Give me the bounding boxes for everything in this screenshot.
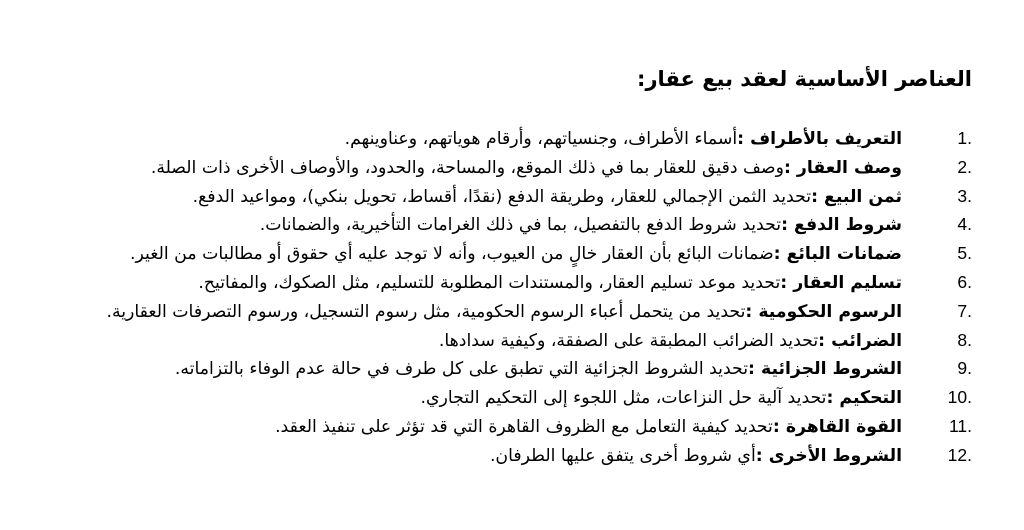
- item-content: [198, 269, 910, 298]
- item-content: [193, 183, 910, 212]
- item-number: 10.: [947, 387, 972, 408]
- item-separator: :: [773, 244, 787, 265]
- item-description: تحديد الثمن الإجمالي للعقار، وطريقة الدفع (نقدًا، أقساط، تحويل بنكي)، ومواعيد الدفع.: [192, 186, 812, 207]
- item-content: [175, 355, 910, 384]
- item-number: 5.: [957, 243, 972, 264]
- item-number: 7.: [957, 300, 972, 321]
- item-separator: :: [826, 388, 840, 409]
- list-item: [20, 124, 972, 153]
- item-term: الضرائب: [831, 330, 902, 351]
- list-item: [20, 441, 972, 470]
- item-content: [439, 327, 910, 356]
- item-content: [151, 154, 910, 183]
- list-item: [20, 412, 972, 441]
- item-separator: :: [755, 445, 769, 466]
- item-description: أي شروط أخرى يتفق عليها الطرفان.: [489, 445, 756, 466]
- list-item: [20, 239, 972, 268]
- item-description: تحديد من يتحمل أعباء الرسوم الحكومية، مثل رسوم التسجيل، ورسوم التصرفات العقارية.: [106, 301, 746, 322]
- item-separator: :: [772, 416, 786, 437]
- item-separator: :: [818, 330, 832, 351]
- item-content: [106, 298, 910, 327]
- list-item: [20, 210, 972, 239]
- list-item: [20, 268, 972, 297]
- item-description: ضمانات البائع بأن العقار خالٍ من العيوب، وأنه لا توجد عليه أي حقوق أو مطالبات من الغير.: [130, 244, 774, 265]
- item-content: [130, 240, 910, 269]
- item-separator: :: [811, 186, 825, 207]
- item-term: القوة القاهرة: [785, 416, 902, 437]
- item-content: [420, 384, 910, 413]
- item-number: 6.: [957, 271, 972, 292]
- item-term: الشروط الأخرى: [768, 445, 902, 466]
- item-number: 12.: [947, 444, 972, 465]
- item-content: [275, 413, 910, 442]
- item-term: التحكيم: [839, 388, 902, 409]
- item-description: تحديد الضرائب المطبقة على الصفقة، وكيفية سدادها.: [438, 330, 819, 351]
- item-description: تحديد شروط الدفع بالتفصيل، بما في ذلك الغرامات التأخيرية، والضمانات.: [259, 215, 782, 236]
- item-number: 11.: [948, 415, 972, 436]
- list-item: [20, 326, 972, 355]
- item-separator: :: [783, 157, 797, 178]
- item-number: 2.: [957, 156, 972, 177]
- item-number: 1.: [957, 128, 972, 148]
- list-item: [20, 297, 972, 326]
- list-item: [20, 383, 972, 412]
- item-description: تحديد موعد تسليم العقار، والمستندات المطلوبة للتسليم، مثل الصكوك، والمفاتيح.: [198, 272, 781, 293]
- item-number: 9.: [957, 358, 972, 379]
- item-description: وصف دقيق للعقار بما في ذلك الموقع، والمساحة، والحدود، والأوصاف الأخرى ذات الصلة.: [150, 157, 784, 178]
- item-number: 8.: [957, 329, 972, 350]
- item-separator: :: [781, 215, 795, 236]
- item-content: [490, 442, 910, 471]
- item-number: 3.: [957, 185, 972, 206]
- item-content: [345, 125, 910, 154]
- list-item: [20, 182, 972, 211]
- item-term: ثمن البيع: [824, 186, 902, 207]
- elements-list: [20, 124, 972, 470]
- item-term: ضمانات البائع: [786, 244, 902, 265]
- item-separator: :: [745, 301, 759, 322]
- list-item: [20, 153, 972, 182]
- document-title: العناصر الأساسية لعقد بيع عقار:: [637, 67, 972, 91]
- item-description: تحديد كيفية التعامل مع الظروف القاهرة التي قد تؤثر على تنفيذ العقد.: [275, 416, 773, 437]
- item-number: 4.: [957, 214, 972, 235]
- item-description: أسماء الأطراف، وجنسياتهم، وأرقام هوياتهم، وعناوينهم.: [344, 129, 738, 149]
- item-term: وصف العقار: [796, 157, 902, 178]
- item-separator: :: [737, 129, 751, 149]
- item-separator: :: [780, 272, 794, 293]
- item-separator: :: [748, 359, 761, 380]
- list-item: [20, 354, 972, 383]
- item-term: التعريف بالأطراف: [750, 129, 902, 149]
- item-content: [260, 211, 910, 240]
- item-term: شروط الدفع: [794, 215, 902, 236]
- item-term: الشروط الجزائية: [760, 359, 902, 380]
- item-term: الرسوم الحكومية: [758, 301, 902, 322]
- item-description: تحديد آلية حل النزاعات، مثل اللجوء إلى التحكيم التجاري.: [420, 388, 827, 409]
- item-term: تسليم العقار: [793, 272, 902, 293]
- item-description: تحديد الشروط الجزائية التي تطبق على كل طرف في حالة عدم الوفاء بالتزاماته.: [174, 359, 749, 380]
